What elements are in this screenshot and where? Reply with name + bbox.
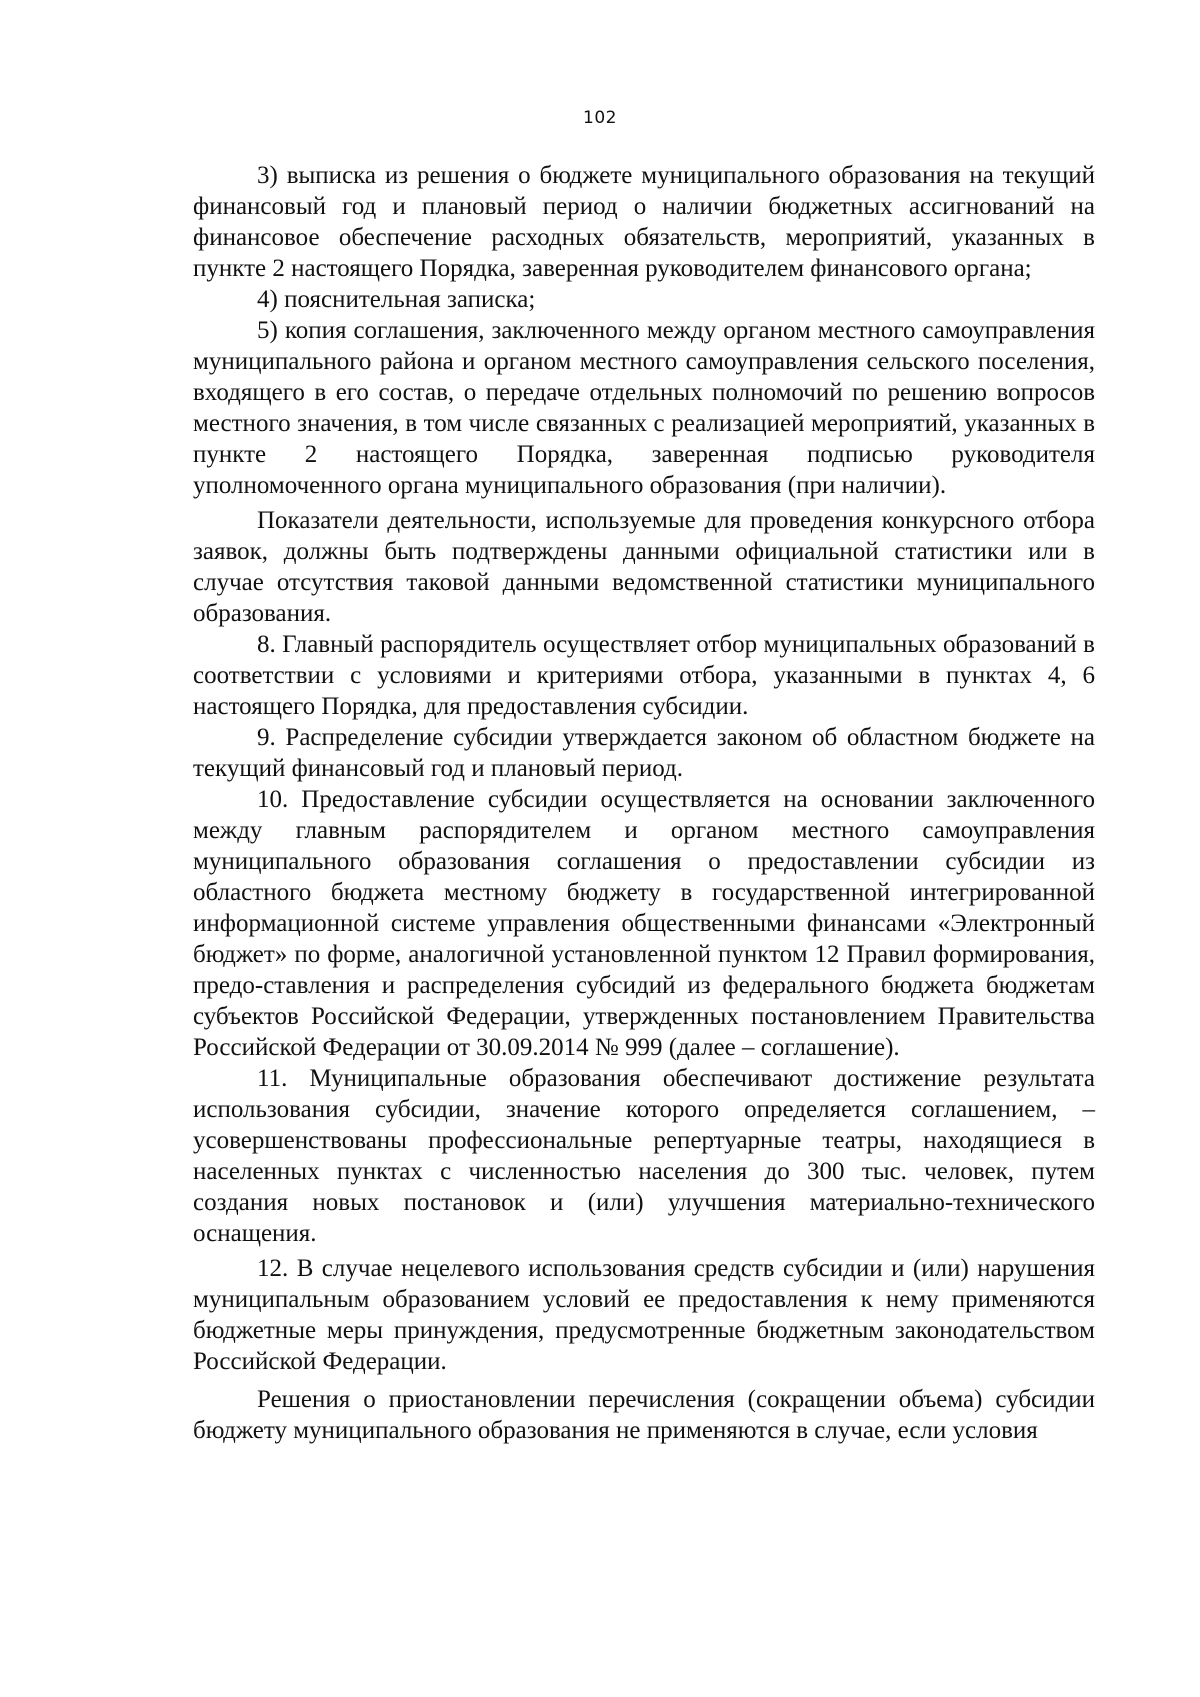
paragraph-indicators: Показатели деятельности, используемые для проведения конкурсного отбора заявок, должны быть подтверждены данными официальной статистики или в случае отсутствия таковой данными ведомственной статистики муниципального образования. bbox=[193, 507, 1095, 627]
page-number: 102 bbox=[583, 108, 617, 128]
paragraph-clause-10: 10. Предоставление субсидии осуществляется на основании заключенного между главным распорядителем и органом местного самоуправления муниципального образования соглашения о предоставлении субсидии из областного бюджета местному бюджету в государственной интегрированной информационной системе управления общественными финансами «Электронный бюджет» по форме, аналогичной установленной пунктом 12 Правил формирования, предо-ставления и распределения субсидий из федерального бюджета бюджетам субъектов Российской Федерации, утвержденных постановлением Правительства Российской Федерации от 30.09.2014 № 999 (далее – соглашение). bbox=[193, 786, 1095, 1061]
paragraph-clause-8: 8. Главный распорядитель осуществляет отбор муниципальных образований в соответствии с условиями и критериями отбора, указанными в пунктах 4, 6 настоящего Порядка, для предоставления субсидии. bbox=[193, 631, 1095, 720]
paragraph-item-3: 3) выписка из решения о бюджете муниципального образования на текущий финансовый год и плановый период о наличии бюджетных ассигнований на финансовое обеспечение расходных обязательств, мероприятий, указанных в пункте 2 настоящего Порядка, заверенная руководителем финансового органа; bbox=[193, 162, 1095, 282]
paragraph-clause-12: 12. В случае нецелевого использования средств субсидии и (или) нарушения муниципальным образованием условий ее предоставления к нему применяются бюджетные меры принуждения, предусмотренные бюджетным законодательством Российской Федерации. bbox=[193, 1255, 1095, 1375]
paragraph-decisions: Решения о приостановлении перечисления (сокращении объема) субсидии бюджету муниципального образования не применяются в случае, если условия bbox=[193, 1386, 1095, 1444]
document-body bbox=[193, 160, 1095, 1446]
paragraph-clause-11: 11. Муниципальные образования обеспечивают достижение результата использования субсидии, значение которого определяется соглашением, – усовершенствованы профессиональные репертуарные театры, находящиеся в населенных пунктах с численностью населения до 300 тыс. человек, путем создания новых постановок и (или) улучшения материально-технического оснащения. bbox=[193, 1065, 1095, 1247]
paragraph-item-5: 5) копия соглашения, заключенного между органом местного самоуправления муниципального района и органом местного самоуправления сельского поселения, входящего в его состав, о передаче отдельных полномочий по решению вопросов местного значения, в том числе связанных с реализацией мероприятий, указанных в пункте 2 настоящего Порядка, заверенная подписью руководителя уполномоченного органа муниципального образования (при наличии). bbox=[193, 317, 1095, 499]
paragraph-clause-9: 9. Распределение субсидии утверждается законом об областном бюджете на текущий финансовый год и плановый период. bbox=[193, 724, 1095, 782]
paragraph-item-4: 4) пояснительная записка; bbox=[257, 286, 536, 313]
